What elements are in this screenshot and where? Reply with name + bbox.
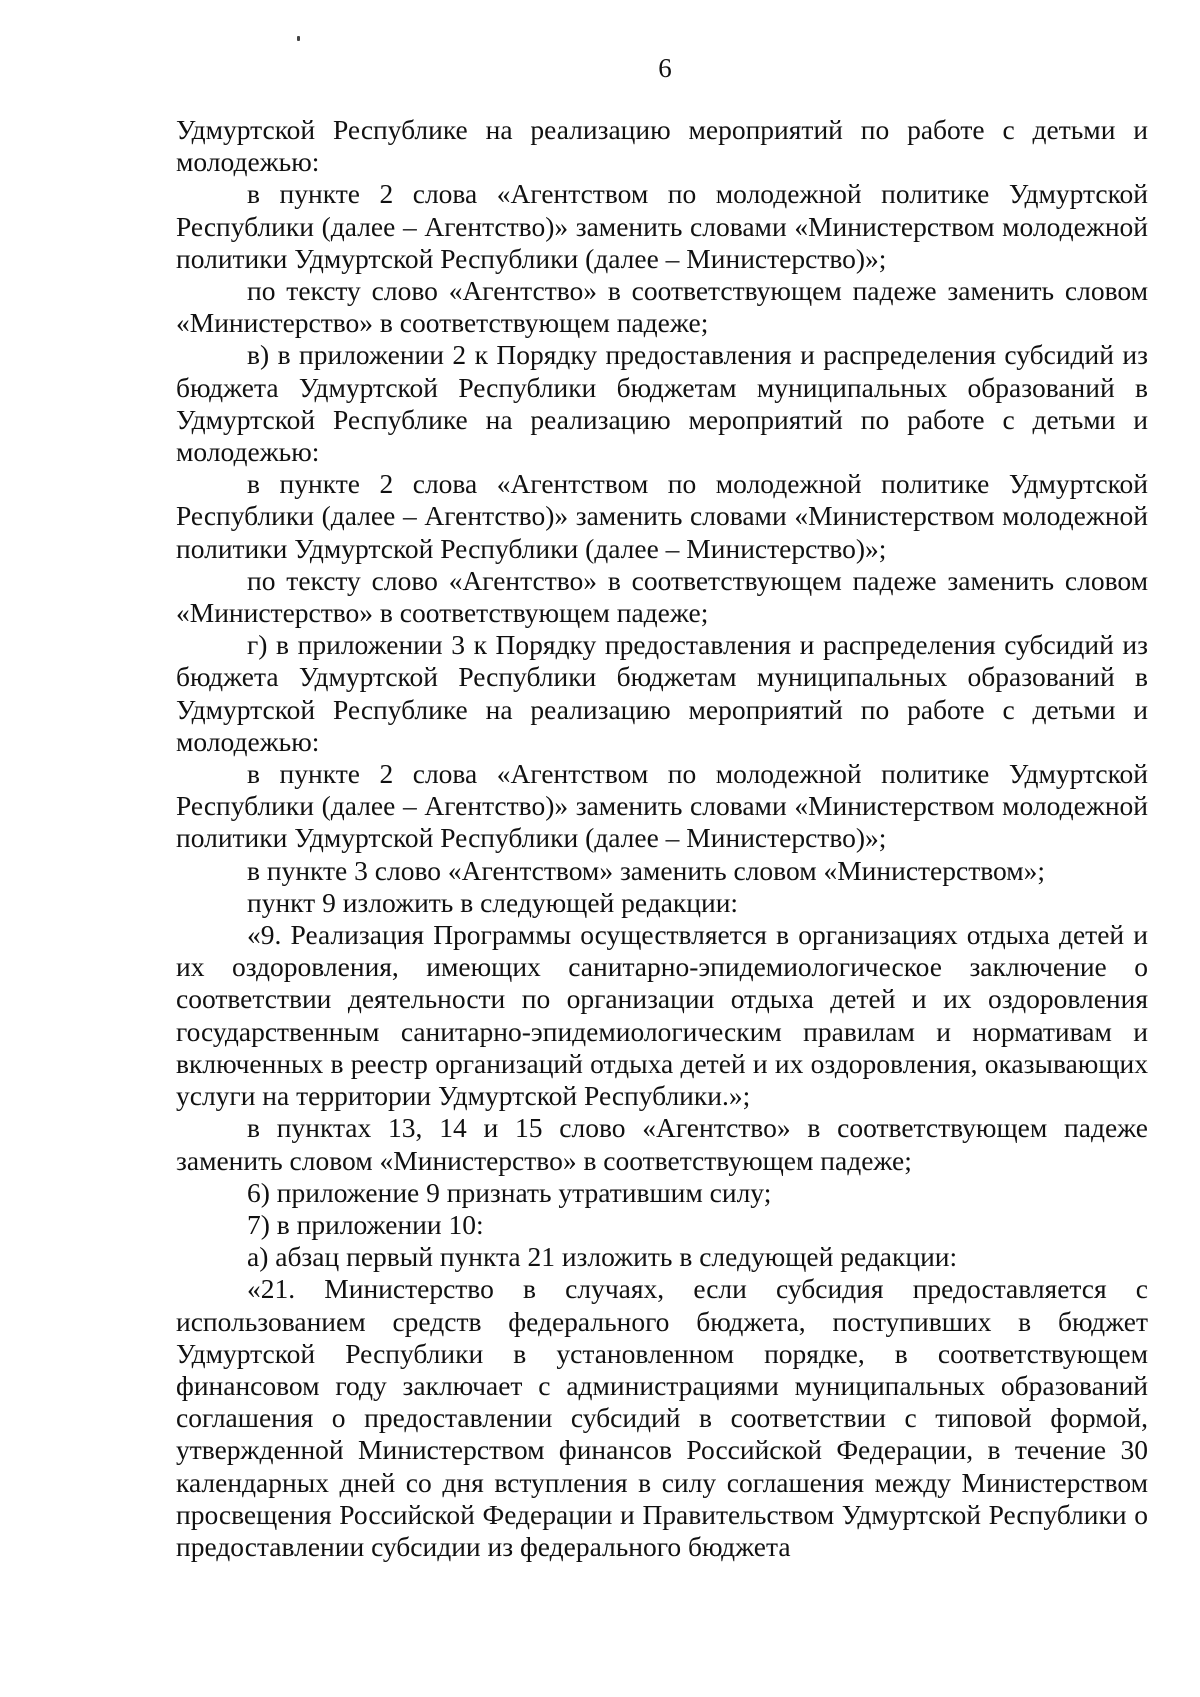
paragraph: по тексту слово «Агентство» в соответствующем падеже заменить словом «Министерство» в соответствующем падеже;: [176, 275, 1148, 339]
paragraph: в пункте 2 слова «Агентством по молодежной политике Удмуртской Республики (далее – Агентство)» заменить словами «Министерством молодежной политики Удмуртской Республики (далее – Министерство)»;: [176, 468, 1148, 564]
paragraph: «21. Министерство в случаях, если субсидия предоставляется с использованием средств федерального бюджета, поступивших в бюджет Удмуртской Республики в установленном порядке, в соответствующем финансовом году заключает с администрациями муниципальных образований соглашения о предоставлении субсидий в соответствии с типовой формой, утвержденной Министерством финансов Российской Федерации, в течение 30 календарных дней со дня вступления в силу соглашения между Министерством просвещения Российской Федерации и Правительством Удмуртской Республики о предоставлении субсидии из федерального бюджета: [176, 1273, 1148, 1562]
paragraph: Удмуртской Республике на реализацию мероприятий по работе с детьми и молодежью:: [176, 114, 1148, 178]
paragraph: в пунктах 13, 14 и 15 слово «Агентство» в соответствующем падеже заменить словом «Министерство» в соответствующем падеже;: [176, 1112, 1148, 1176]
paragraph: 6) приложение 9 признать утратившим силу;: [247, 1176, 772, 1208]
paragraph: по тексту слово «Агентство» в соответствующем падеже заменить словом «Министерство» в соответствующем падеже;: [176, 564, 1148, 629]
page-number: 6: [658, 53, 672, 83]
paragraph: в пункте 2 слова «Агентством по молодежной политике Удмуртской Республики (далее – Агентство)» заменить словами «Министерством молодежной политики Удмуртской Республики (далее – Министерство)»;: [176, 758, 1148, 854]
paragraph: в пункте 3 слово «Агентством» заменить словом «Министерством»;: [247, 854, 1046, 886]
paragraph: г) в приложении 3 к Порядку предоставления и распределения субсидий из бюджета Удмуртской Республики бюджетам муниципальных образований в Удмуртской Республике на реализацию мероприятий по работе с детьми и молодежью:: [176, 629, 1148, 757]
paragraph: «9. Реализация Программы осуществляется в организациях отдыха детей и их оздоровления, имеющих санитарно-эпидемиологическое заключение о соответствии деятельности по организации отдыха детей и их оздоровления государственным санитарно-эпидемиологическим правилам и нормативам и включенных в реестр организаций отдыха детей и их оздоровления, оказывающих услуги на территории Удмуртской Республики.»;: [176, 919, 1148, 1112]
paragraph: в) в приложении 2 к Порядку предоставления и распределения субсидий из бюджета Удмуртской Республики бюджетам муниципальных образований в Удмуртской Республике на реализацию мероприятий по работе с детьми и молодежью:: [176, 339, 1148, 468]
paragraph: 7) в приложении 10:: [247, 1208, 484, 1240]
document-body: [176, 114, 1148, 1563]
scan-speck: [297, 36, 300, 41]
paragraph: а) абзац первый пункта 21 изложить в следующей редакции:: [247, 1241, 958, 1273]
paragraph: пункт 9 изложить в следующей редакции:: [247, 886, 739, 918]
paragraph: в пункте 2 слова «Агентством по молодежной политике Удмуртской Республики (далее – Агентство)» заменить словами «Министерством молодежной политики Удмуртской Республики (далее – Министерство)»;: [176, 178, 1148, 274]
